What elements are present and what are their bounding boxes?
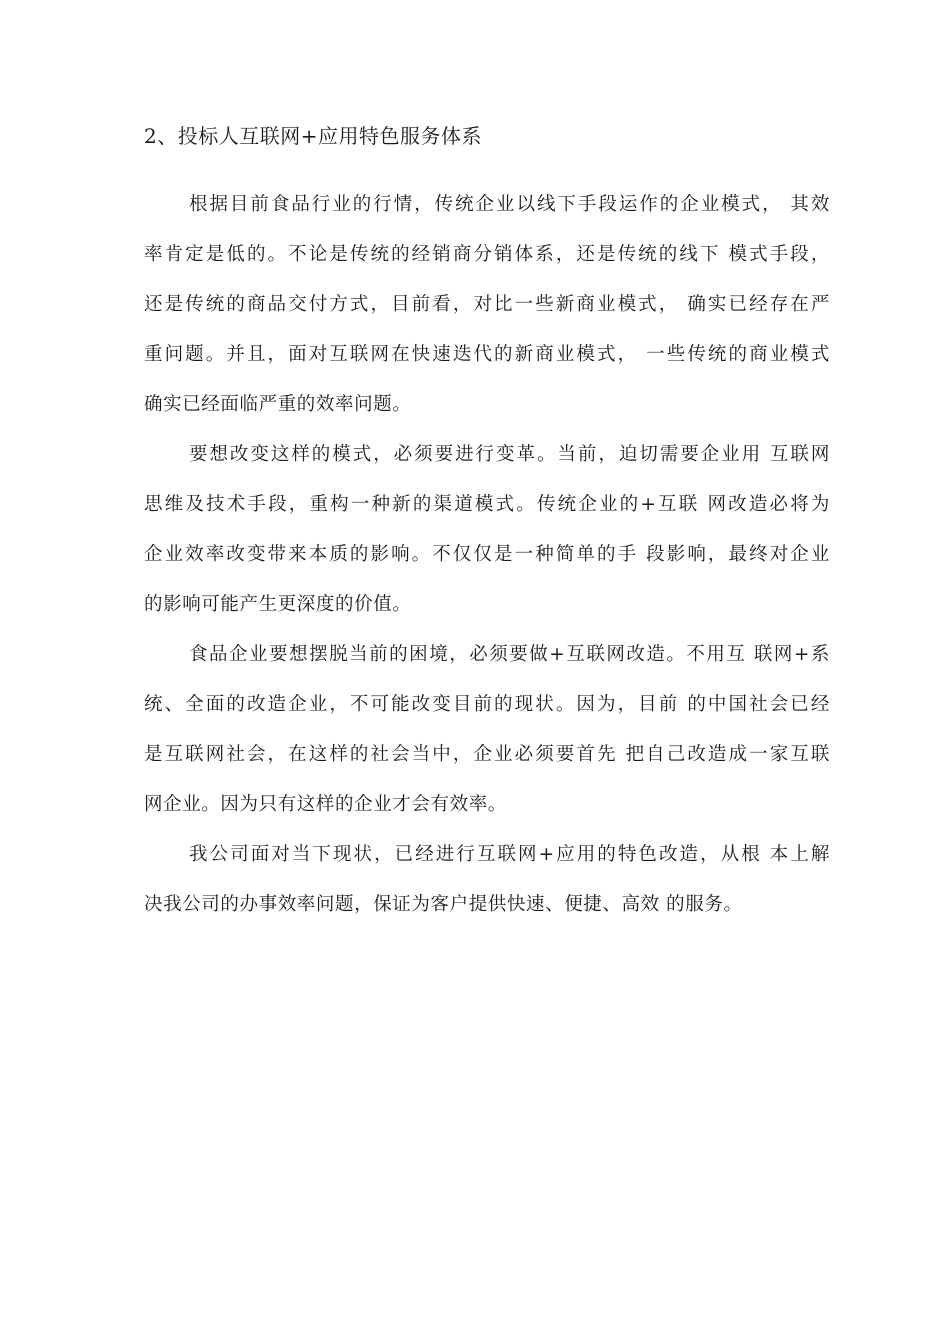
body-text bbox=[144, 180, 830, 930]
text-line: 决我公司的办事效率问题，保证为客户提供快速、便捷、高效 的服务。 bbox=[144, 894, 743, 915]
text-line: 我公司面对当下现状，已经进行互联网+应用的特色改造，从根 本上解 bbox=[189, 844, 830, 865]
text-line: 重问题。并且，面对互联网在快速迭代的新商业模式， 一些传统的商业模式 bbox=[144, 344, 830, 365]
text-line: 统、全面的改造企业，不可能改变目前的现状。因为，目前 的中国社会已经 bbox=[144, 694, 830, 715]
section-heading: 2、投标人互联网+应用特色服务体系 bbox=[144, 124, 482, 148]
text-line: 网企业。因为只有这样的企业才会有效率。 bbox=[144, 794, 507, 815]
text-line: 企业效率改变带来本质的影响。不仅仅是一种简单的手 段影响，最终对企业 bbox=[144, 544, 830, 565]
paragraph-1 bbox=[144, 180, 830, 430]
text-line: 根据目前食品行业的行情，传统企业以线下手段运作的企业模式， 其效 bbox=[189, 194, 830, 215]
paragraph-3 bbox=[144, 630, 830, 830]
text-line: 是互联网社会，在这样的社会当中，企业必须要首先 把自己改造成一家互联 bbox=[144, 744, 830, 765]
text-line: 确实已经面临严重的效率问题。 bbox=[144, 394, 412, 415]
text-line: 思维及技术手段，重构一种新的渠道模式。传统企业的+互联 网改造必将为 bbox=[144, 494, 830, 515]
paragraph-2 bbox=[144, 430, 830, 630]
paragraph-4 bbox=[144, 830, 830, 930]
text-line: 率肯定是低的。不论是传统的经销商分销体系，还是传统的线下 模式手段， bbox=[144, 244, 830, 265]
text-line: 食品企业要想摆脱当前的困境，必须要做+互联网改造。不用互 联网+系 bbox=[189, 644, 830, 665]
text-line: 要想改变这样的模式，必须要进行变革。当前，迫切需要企业用 互联网 bbox=[189, 444, 830, 465]
text-line: 还是传统的商品交付方式，目前看，对比一些新商业模式， 确实已经存在严 bbox=[144, 294, 830, 315]
text-line: 的影响可能产生更深度的价值。 bbox=[144, 594, 412, 615]
